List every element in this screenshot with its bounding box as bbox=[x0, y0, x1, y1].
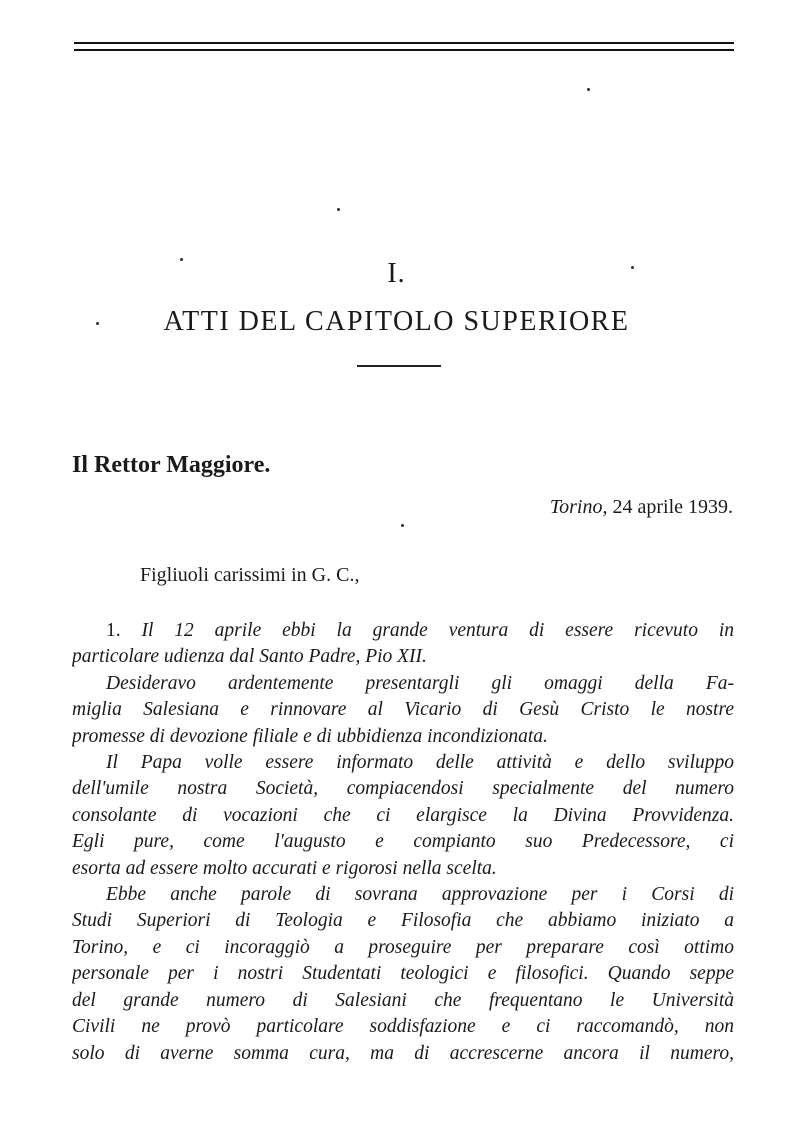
body-line: Ebbe anche parole di sovrana approvazione per i Corsi di bbox=[106, 884, 734, 906]
scan-speck bbox=[180, 258, 183, 261]
subheading: Il Rettor Maggiore. bbox=[72, 452, 271, 478]
body-line: del grande numero di Salesiani che frequentano le Università bbox=[72, 989, 734, 1011]
section-title: ATTI DEL CAPITOLO SUPERIORE bbox=[163, 306, 630, 337]
body-line: dell'umile nostra Società, compiacendosi specialmente del numero bbox=[72, 778, 734, 800]
body-line: Il Papa volle essere informato delle attività e dello sviluppo bbox=[106, 752, 734, 774]
body-line: Studi Superiori di Teologia e Filosofia che abbiamo iniziato a bbox=[72, 910, 734, 932]
scan-speck bbox=[587, 88, 590, 91]
section-number: I. bbox=[387, 258, 406, 289]
top-double-rule-upper bbox=[74, 42, 734, 44]
title-underline-rule bbox=[357, 365, 441, 367]
dateline bbox=[550, 496, 733, 519]
body-line: particolare udienza dal Santo Padre, Pio XII. bbox=[72, 646, 427, 668]
top-double-rule-lower bbox=[74, 49, 734, 51]
paragraph-number: 1. bbox=[106, 620, 121, 641]
body-line: personale per i nostri Studentati teologici e filosofici. Quando seppe bbox=[72, 963, 734, 985]
scan-speck bbox=[631, 266, 634, 269]
body-line: 1. Il 12 aprile ebbi la grande ventura di essere ricevuto in bbox=[106, 620, 734, 641]
body-line: solo di averne somma cura, ma di accrescerne ancora il numero, bbox=[72, 1042, 734, 1064]
scan-speck bbox=[337, 208, 340, 211]
body-line: esorta ad essere molto accurati e rigorosi nella scelta. bbox=[72, 857, 497, 879]
salutation: Figliuoli carissimi in G. C., bbox=[140, 564, 360, 586]
body-text bbox=[72, 618, 734, 1067]
body-line: consolante di vocazioni che ci elargisce la Divina Provvidenza. bbox=[72, 804, 734, 826]
dateline-date: 24 aprile 1939. bbox=[612, 496, 733, 518]
dateline-place: Torino, bbox=[549, 496, 608, 518]
scan-speck bbox=[96, 322, 99, 325]
body-line: Desideravo ardentemente presentargli gli omaggi della Fa- bbox=[106, 672, 734, 694]
body-line: miglia Salesiana e rinnovare al Vicario di Gesù Cristo le nostre bbox=[72, 699, 734, 721]
body-line: Torino, e ci incoraggiò a proseguire per preparare così ottimo bbox=[72, 936, 734, 958]
body-line: Egli pure, come l'augusto e compianto suo Predecessore, ci bbox=[72, 831, 734, 853]
body-line: Civili ne provò particolare soddisfazione e ci raccomandò, non bbox=[72, 1016, 734, 1038]
body-line: promesse di devozione filiale e di ubbidienza incondizionata. bbox=[72, 725, 548, 747]
scan-speck bbox=[401, 524, 404, 527]
